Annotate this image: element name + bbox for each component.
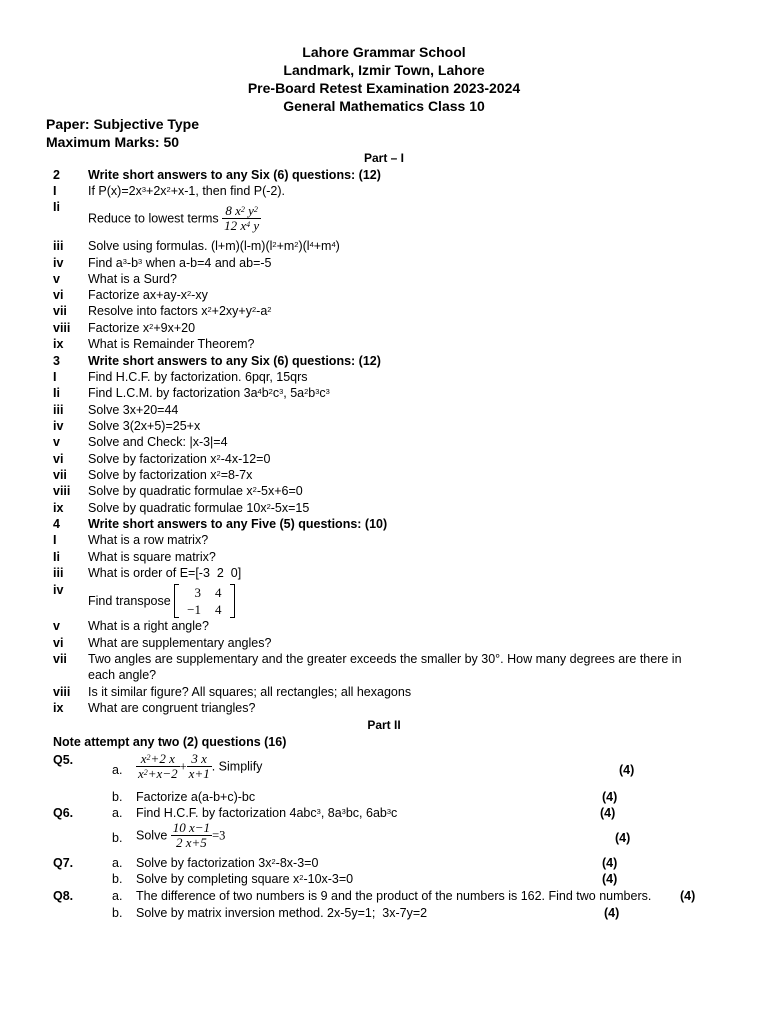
- school-name: Lahore Grammar School: [302, 44, 466, 60]
- max-marks: Maximum Marks: 50: [46, 134, 180, 150]
- fraction-expression: $\frac{8 x^2 y^2}{12 x^4 y}$: [224, 203, 260, 233]
- matrix: 3 4 −1 4: [174, 584, 234, 618]
- part-one-title: Part – I: [363, 151, 405, 165]
- paper-type: Paper: Subjective Type: [46, 116, 200, 132]
- exam-title: Pre-Board Retest Examination 2023-2024: [247, 80, 521, 96]
- school-address: Landmark, Izmir Town, Lahore: [283, 62, 485, 78]
- q2-item-text: If $P(x)=2x^3+2x^2+x-1$, then find P(-2).: [88, 184, 285, 198]
- subject-title: General Mathematics Class 10: [283, 98, 485, 114]
- part-two-title: Part II: [367, 718, 401, 732]
